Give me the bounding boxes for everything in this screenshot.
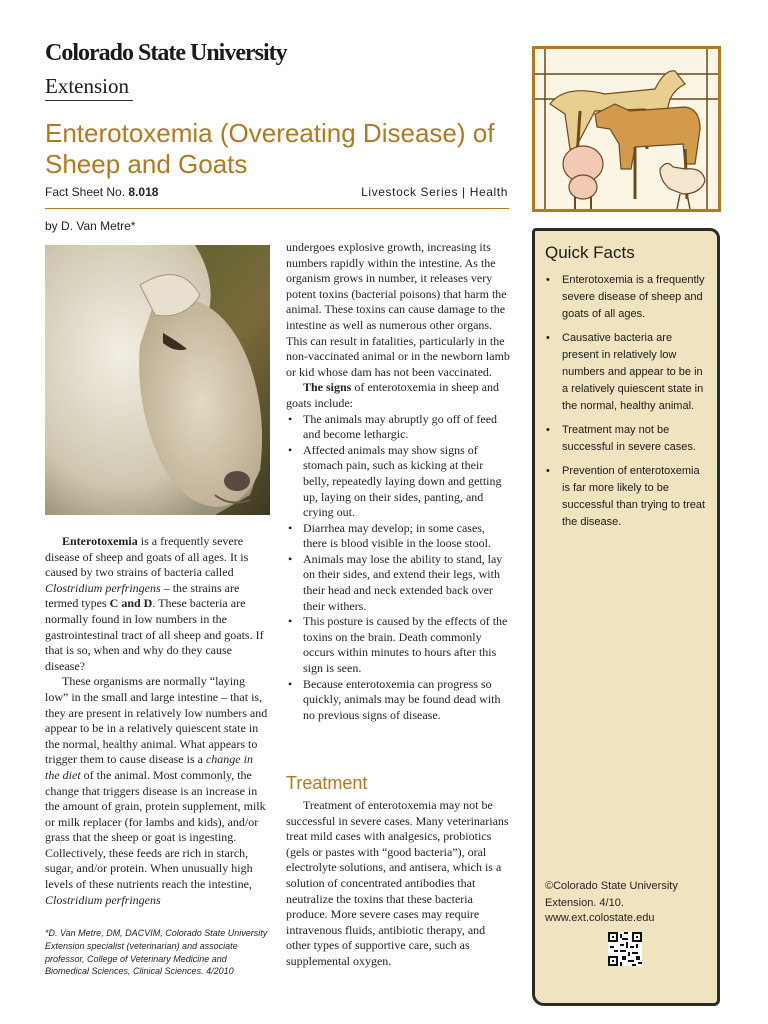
fact-sheet-label: Fact Sheet No. xyxy=(45,185,126,199)
text-run: . These bacteria are normally found in low numbers in the gastrointestinal tract of all sheep and goats. If that is so, when and why do they cause disease? xyxy=(45,596,264,673)
extension-underline xyxy=(45,100,133,101)
text-run: These organisms are normally “laying low” in the small and large intestine – that is, they are present in relatively low numbers and appear to be in a relatively quiescent state in the normal, healthy animal. What appears to trigger them to cause disease is a xyxy=(45,674,268,767)
extension-url-link[interactable]: www.ext.colostate.edu xyxy=(545,912,655,924)
byline: by D. Van Metre* xyxy=(45,219,136,233)
fact-sheet-value: 8.018 xyxy=(128,185,159,199)
list-item: • Diarrhea may develop; in some cases, there is blood visible in the loose stool. xyxy=(286,521,510,552)
university-name: Colorado State University xyxy=(45,40,287,66)
list-item: • Animals may lose the ability to stand, lay on their sides, and extend their legs, with their head and neck extended back over their withers. xyxy=(286,552,510,614)
signs-intro xyxy=(286,380,510,411)
signs-bold: The signs xyxy=(303,380,352,395)
list-item: • Enterotoxemia is a frequently severe disease of sheep and goats of all ages. xyxy=(545,272,707,323)
treatment-section xyxy=(286,798,510,970)
diet-italic: change in the diet xyxy=(45,752,253,782)
treatment-paragraph: Treatment of enterotoxemia may not be successful in severe cases. Many veterinarians treat mild cases with analgesics, probiotics (gels or pastes with “good bacteria”), oral electrolyte solutions, and antisera, which is a solution of concentrated antibodies that neutralize the toxins that these bacteria produce. More severe cases may require intravenous fluids, antibiotic therapy, and other types of supportive care, such as supplemental oxygen. xyxy=(286,798,509,968)
series-label: Livestock Series | Health xyxy=(361,185,508,199)
text-run: of enterotoxemia in sheep and goats include: xyxy=(286,380,499,410)
cause-paragraph xyxy=(45,674,269,908)
term-bold: Enterotoxemia xyxy=(62,534,138,548)
list-item: • Prevention of enterotoxemia is far more likely to be successful than trying to treat the disease. xyxy=(545,463,707,531)
species-italic: Clostridium perfringens xyxy=(45,580,161,595)
growth-paragraph: undergoes explosive growth, increasing its numbers rapidly within the intestine. As the organism grows in number, it releases very potent toxins (bacterial poisons) that harm the animal. These toxins can cause damage to the intestine as well as numerous other organs. This can result in fatalities, particularly in the non-vaccinated animal or in the newborn lamb or kid whose dam has not been vaccinated. xyxy=(286,240,510,379)
fact-sheet-number xyxy=(45,185,158,199)
extension-name: Extension xyxy=(45,74,129,98)
list-item: • Because enterotoxemia can progress so quickly, animals may be found dead with no previous signs of disease. xyxy=(286,677,510,724)
list-item: • Affected animals may show signs of stomach pain, such as kicking at their belly, repeatedly laying down and getting up, laying on their sides, panting, and crying out. xyxy=(286,443,510,521)
quick-facts-title: Quick Facts xyxy=(545,243,635,262)
farm-animals-illustration xyxy=(532,46,721,212)
signs-list xyxy=(286,412,510,724)
intro-paragraph xyxy=(45,534,269,674)
body-column-2 xyxy=(286,240,510,723)
series-name: Livestock Series xyxy=(361,185,459,199)
list-item: • This posture is caused by the effects of the toxins on the brain. Death commonly occurs within minutes to hours after this sign is seen. xyxy=(286,614,510,676)
text-run: is a frequently severe disease of sheep and goats of all ages. It is caused by two strains of bacteria called xyxy=(45,534,249,580)
body-column-1 xyxy=(45,534,269,908)
species-italic: Clostridium perfringens xyxy=(45,892,161,907)
copyright-notice: ©Colorado State University Extension. 4/10. xyxy=(545,880,678,909)
page-title: Enterotoxemia (Overeating Disease) of Sheep and Goats xyxy=(45,118,495,179)
sheep-photo xyxy=(45,245,270,515)
header-divider xyxy=(45,208,509,209)
text-run: of the animal. Most commonly, the change that triggers disease is an increase in the amount of grain, protein supplement, milk or milk replacer (for lambs and kids), and/or grass that the sheep or goat is ingesting. Collectively, these feeds are rich in starch, sugar, and/or protein. When unusually high levels of these nutrients reach the intestine, xyxy=(45,767,266,892)
author-footnote: *D. Van Metre, DM, DACVIM, Colorado State University Extension specialist (veterinarian) and associate professor, College of Veterinary Medicine and Biomedical Sciences, Clinical Sciences. 4/2010 xyxy=(45,928,268,977)
list-item: • Treatment may not be successful in severe cases. xyxy=(545,422,707,456)
types-bold: C and D xyxy=(109,596,153,611)
qr-code-icon xyxy=(608,932,642,966)
list-item: • Causative bacteria are present in relatively low numbers and appear to be in a relatively quiescent state in the normal, healthy animal. xyxy=(545,330,707,415)
list-item: • The animals may abruptly go off of feed and become lethargic. xyxy=(286,412,510,443)
series-topic: Health xyxy=(469,185,508,199)
treatment-heading: Treatment xyxy=(286,773,368,793)
quick-facts-list xyxy=(545,272,707,538)
text-run: – the strains are termed types xyxy=(45,580,240,611)
